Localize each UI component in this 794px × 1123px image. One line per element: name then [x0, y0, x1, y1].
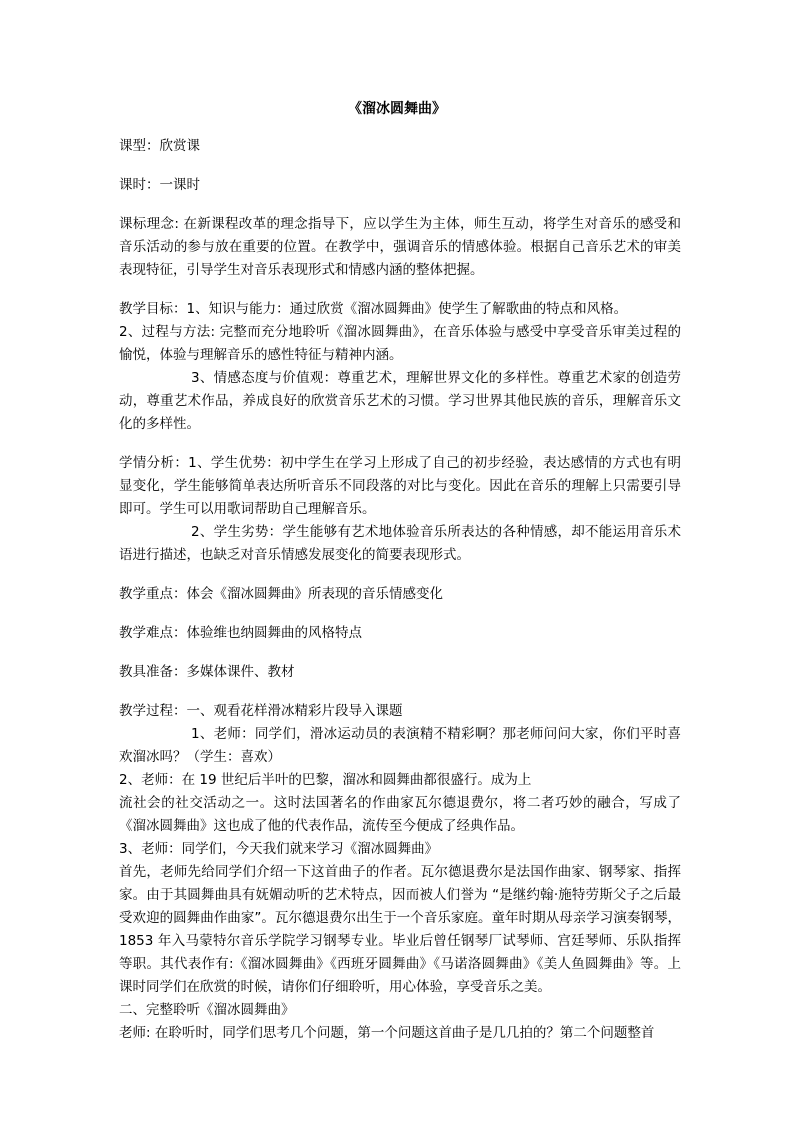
process-step-2b: 流社会的社交活动之一。这时法国著名的作曲家瓦尔德退费尔，将二者巧妙的融合，写成了《溜冰圆舞曲》这也成了他的代表作品，流传至今便成了经典作品。 — [119, 795, 681, 834]
process-heading: 教学过程：一、观看花样滑冰精彩片段导入课题 — [119, 703, 403, 719]
analysis-1: 学情分析：1、学生优势：初中学生在学习上形成了自己的初步经验，表达感情的方式也有明显变化，学生能够简单表达所听音乐不同段落的对比与变化。因此在音乐的理解上只需要引导即可。学生可以用歌词帮助自己理解音乐。 — [119, 455, 681, 517]
process-section-2: 二、完整聆听《溜冰圆舞曲》 — [119, 1002, 295, 1018]
document-body — [119, 135, 681, 1045]
process-teacher-question: 老师: 在聆听时，同学们思考几个问题，第一个问题这首曲子是几几拍的？第二个问题整首 — [119, 1025, 655, 1041]
analysis-2: 2、学生劣势：学生能够有艺术地体验音乐所表达的各种情感，却不能运用音乐术语进行描述，也缺乏对音乐情感发展变化的简要表现形式。 — [119, 524, 681, 563]
goal-3: 3、情感态度与价值观：尊重艺术，理解世界文化的多样性。尊重艺术家的创造劳动，尊重艺术作品，养成良好的欣赏音乐艺术的习惯。学习世界其他民族的音乐，理解音乐文化的多样性。 — [119, 370, 681, 432]
materials: 教具准备：多媒体课件、教材 — [119, 664, 295, 680]
process-step-1: 1、老师：同学们，滑冰运动员的表演精不精彩啊？那老师问问大家，你们平时喜欢溜冰吗？（学生：喜欢） — [119, 726, 681, 765]
difficulty: 教学难点：体验维也纳圆舞曲的风格特点 — [119, 625, 362, 641]
process-composer-intro: 首先，老师先给同学们介绍一下这首曲子的作者。瓦尔德退费尔是法国作曲家、钢琴家、指挥家。由于其圆舞曲具有妩媚动听的艺术特点，因而被人们誉为 “是继约翰·施特劳斯父子之后最受欢迎的圆舞曲作曲家”。瓦尔德退费尔出生于一个音乐家庭。童年时期从母亲学习演奏钢琴，1853 年入马蒙特尔音乐学院学习钢琴专业。毕业后曾任钢琴厂试琴师、宫廷琴师、乐队指挥等职。其代表作有:《溜冰圆舞曲》《西班牙圆舞曲》《马诺洛圆舞曲》《美人鱼圆舞曲》等。上课时同学们在欣赏的时候，请你们仔细聆听，用心体验，享受音乐之美。 — [119, 864, 681, 995]
class-hours: 课时：一课时 — [119, 177, 200, 193]
goal-1: 教学目标：1、知识与能力：通过欣赏《溜冰圆舞曲》使学生了解歌曲的特点和风格。 — [119, 301, 628, 317]
goal-2: 2、过程与方法: 完整而充分地聆听《溜冰圆舞曲》，在音乐体验与感受中享受音乐审美过程的愉悦，体验与理解音乐的感性特征与精神内涵。 — [119, 324, 681, 363]
key-point: 教学重点：体会《溜冰圆舞曲》所表现的音乐情感变化 — [119, 586, 443, 602]
process-step-3: 3、老师：同学们，今天我们就来学习《溜冰圆舞曲》 — [119, 841, 439, 857]
course-type: 课型：欣赏课 — [119, 138, 200, 154]
process-step-2a: 2、老师：在 19 世纪后半叶的巴黎，溜冰和圆舞曲都很盛行。成为上 — [119, 772, 532, 788]
document-title: 《溜冰圆舞曲》 — [348, 101, 446, 117]
curriculum-philosophy: 课标理念: 在新课程改革的理念指导下，应以学生为主体，师生互动，将学生对音乐的感受和音乐活动的参与放在重要的位置。在教学中，强调音乐的情感体验。根据自己音乐艺术的审美表现特征，引导学生对音乐表现形式和情感内涵的整体把握。 — [119, 216, 681, 278]
